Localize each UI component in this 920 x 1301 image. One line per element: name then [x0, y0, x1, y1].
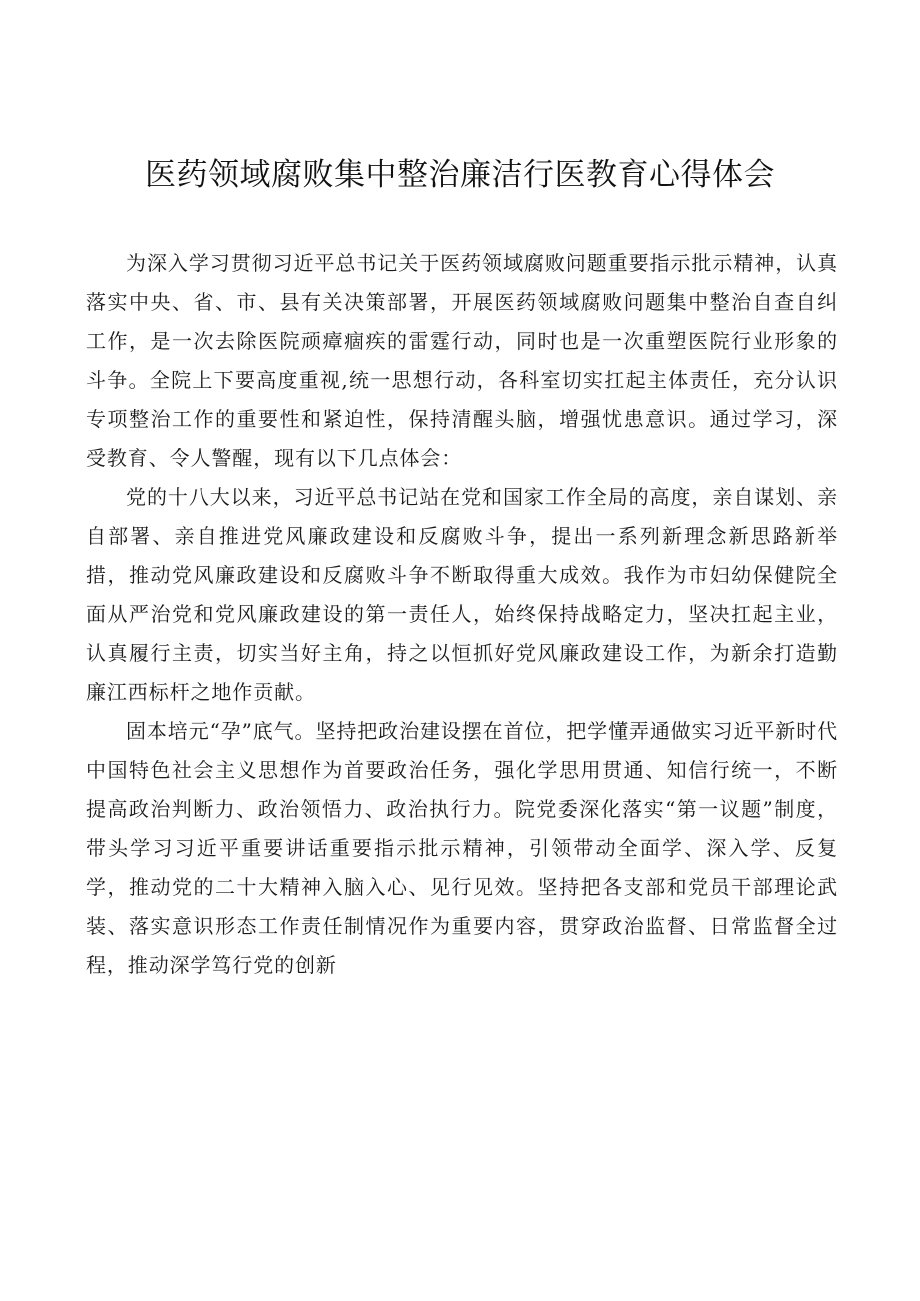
document-title: 医药领域腐败集中整治廉洁行医教育心得体会: [145, 157, 775, 193]
paragraph-party-congress: 党的十八大以来，习近平总书记站在党和国家工作全局的高度，亲自谋划、亲自部署、亲自推进党风廉政建设和反腐败斗争，提出一系列新理念新思路新举措，推动党风廉政建设和反腐败斗争不断取得重大成效。我作为市妇幼保健院全面从严治党和党风廉政建设的第一责任人，始终保持战略定力，坚决扛起主业，认真履行主责，切实当好主角，持之以恒抓好党风廉政建设工作，为新余打造勤廉江西标杆之地作贡献。: [86, 485, 838, 704]
document-body: [86, 244, 838, 985]
paragraph-intro: 为深入学习贯彻习近平总书记关于医药领域腐败问题重要指示批示精神，认真落实中央、省、市、县有关决策部署，开展医药领域腐败问题集中整治自查自纠工作，是一次去除医院顽瘴痼疾的雷霆行动，同时也是一次重塑医院行业形象的斗争。全院上下要高度重视,统一思想行动，各科室切实扛起主体责任，充分认识专项整治工作的重要性和紧迫性，保持清醒头脑，增强忧患意识。通过学习，深受教育、令人警醒，现有以下几点体会：: [86, 251, 838, 470]
paragraph-political-building: 固本培元“孕”底气。坚持把政治建设摆在首位，把学懂弄通做实习近平新时代中国特色社会主义思想作为首要政治任务，强化学思用贯通、知信行统一，不断提高政治判断力、政治领悟力、政治执行力。院党委深化落实“第一议题”制度，带头学习习近平重要讲话重要指示批示精神，引领带动全面学、深入学、反复学，推动党的二十大精神入脑入心、见行见效。坚持把各支部和党员干部理论武装、落实意识形态工作责任制情况作为重要内容，贯穿政治监督、日常监督全过程，推动深学笃行党的创新: [86, 719, 838, 977]
